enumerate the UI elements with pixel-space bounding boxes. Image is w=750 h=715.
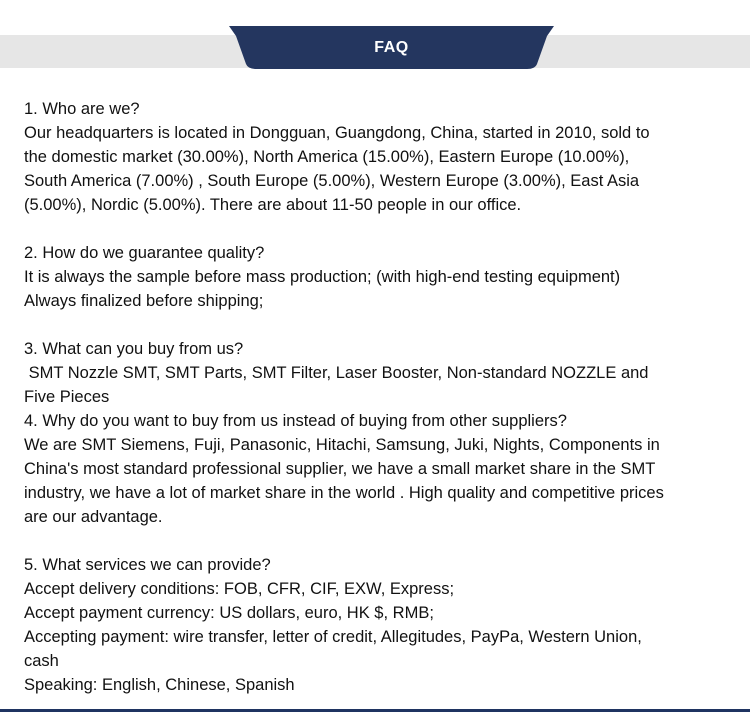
faq-header-tab [229, 26, 554, 69]
faq-answer-5-line-3: Accepting payment: wire transfer, letter of credit, Allegitudes, PayPa, Western Union, [24, 628, 642, 646]
faq-answer-5-line-5: Speaking: English, Chinese, Spanish [24, 676, 295, 694]
faq-answer-4-line-4: are our advantage. [24, 508, 163, 526]
spacer [24, 313, 734, 337]
faq-answer-1-line-1: Our headquarters is located in Dongguan, Guangdong, China, started in 2010, sold to [24, 124, 650, 142]
faq-answer-4-line-1: We are SMT Siemens, Fuji, Panasonic, Hitachi, Samsung, Juki, Nights, Components in [24, 436, 660, 454]
faq-question-3: 3. What can you buy from us? [24, 340, 244, 358]
footer-divider [0, 709, 750, 712]
faq-answer-5-line-2: Accept payment currency: US dollars, euro, HK $, RMB; [24, 604, 434, 622]
faq-content [24, 97, 734, 697]
spacer [24, 529, 734, 553]
spacer [24, 217, 734, 241]
faq-answer-5-line-4: cash [24, 652, 59, 670]
faq-answer-3-line-1: SMT Nozzle SMT, SMT Parts, SMT Filter, Laser Booster, Non-standard NOZZLE and [24, 364, 649, 382]
faq-answer-2-line-1: It is always the sample before mass production; (with high-end testing equipment) [24, 268, 621, 286]
faq-answer-2-line-2: Always finalized before shipping; [24, 292, 264, 310]
faq-answer-1-line-2: the domestic market (30.00%), North America (15.00%), Eastern Europe (10.00%), [24, 148, 630, 166]
faq-question-2: 2. How do we guarantee quality? [24, 244, 265, 262]
faq-question-1: 1. Who are we? [24, 100, 140, 118]
faq-answer-4-line-2: China's most standard professional supplier, we have a small market share in the SMT [24, 460, 656, 478]
faq-answer-3-line-2: Five Pieces [24, 388, 110, 406]
faq-question-5: 5. What services we can provide? [24, 556, 271, 574]
faq-answer-1-line-3: South America (7.00%) , South Europe (5.00%), Western Europe (3.00%), East Asia [24, 172, 640, 190]
page-title: FAQ [374, 39, 409, 56]
faq-answer-5-line-1: Accept delivery conditions: FOB, CFR, CIF, EXW, Express; [24, 580, 455, 598]
faq-question-4: 4. Why do you want to buy from us instead of buying from other suppliers? [24, 412, 567, 430]
faq-answer-4-line-3: industry, we have a lot of market share in the world . High quality and competitive prices [24, 484, 664, 502]
faq-answer-1-line-4: (5.00%), Nordic (5.00%). There are about 11-50 people in our office. [24, 196, 522, 214]
